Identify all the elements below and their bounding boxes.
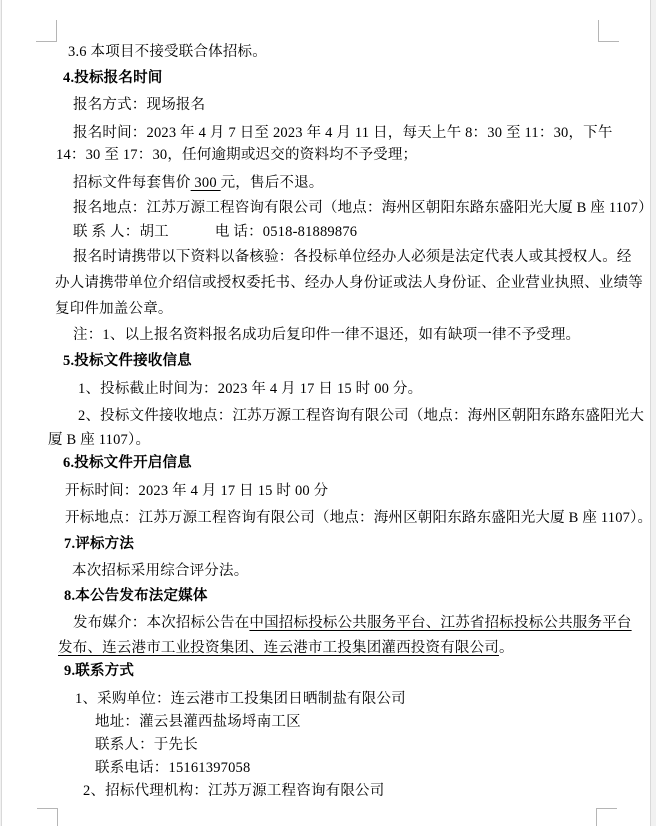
text-segment: 联系电话：15161397058 — [95, 760, 251, 776]
doc-text-line — [73, 98, 205, 113]
doc-heading-line — [63, 456, 192, 471]
doc-text-line — [56, 148, 417, 163]
doc-text-line — [73, 225, 357, 240]
text-segment: 报名地点：江苏万源工程咨询有限公司（地点：海州区朝阳东路东盛阳光大厦 B 座 1107） — [73, 200, 653, 216]
text-segment: 招标文件每套售价 — [73, 175, 191, 191]
text-segment: 开标地点：江苏万源工程咨询有限公司（地点：海州区朝阳东路东盛阳光大厦 B 座 1107）。 — [65, 510, 653, 526]
text-segment: 厦 B 座 1107）。 — [48, 432, 151, 448]
doc-text-line — [95, 761, 250, 776]
text-segment: 1、投标截止时间为：2023 年 4 月 17 日 15 时 00 分。 — [78, 381, 423, 397]
text-segment: 注：1、以上报名资料报名成功后复印件一律不退还，如有缺项一律不予受理。 — [73, 327, 581, 343]
doc-text-line — [48, 433, 150, 448]
doc-heading-line — [64, 537, 134, 552]
doc-text-line — [55, 302, 173, 317]
doc-text-line — [72, 564, 248, 579]
text-segment: 联 系 人：胡工 — [73, 224, 169, 240]
text-segment: 办人请携带单位介绍信或授权委托书、经办人身份证或法人身份证、企业营业执照、业绩等 — [55, 275, 643, 291]
doc-heading-line — [63, 354, 192, 369]
text-segment: 7.评标方法 — [64, 536, 135, 552]
doc-heading-line — [64, 664, 134, 679]
text-segment: 2、招标代理机构：江苏万源工程咨询有限公司 — [83, 783, 385, 799]
text-segment: 复印件加盖公章。 — [55, 301, 173, 317]
text-segment: 报名方式：现场报名 — [73, 97, 206, 113]
text-segment: 发布媒介：本次招标公告在 — [73, 615, 250, 631]
doc-text-line — [65, 511, 652, 526]
doc-text-line — [75, 692, 406, 707]
text-segment: 4.投标报名时间 — [63, 70, 163, 86]
doc-text-line — [73, 201, 653, 216]
doc-text-line — [73, 328, 580, 343]
underlined-text: 中国招标投标公共服务平台、江苏省招标投标公共服务平台 — [249, 615, 632, 631]
doc-heading-line — [63, 71, 162, 86]
doc-text-line — [68, 45, 267, 60]
doc-heading-line — [64, 589, 208, 604]
text-segment: 5.投标文件接收信息 — [63, 353, 192, 369]
text-segment: 3.6 本项目不接受联合体招标。 — [68, 44, 267, 60]
text-segment: 地址：灌云县灌西盐场埒南工区 — [95, 714, 301, 730]
doc-text-line — [73, 176, 324, 191]
underlined-text: 发布、连云港市工业投资集团、连云港市工投集团灌西投资有限公司 — [58, 640, 499, 656]
text-segment: 。 — [499, 640, 514, 656]
text-segment: 1、采购单位：连云港市工投集团日晒制盐有限公司 — [75, 691, 406, 707]
doc-text-line — [83, 784, 384, 799]
text-segment: 电 话：0518-81889876 — [214, 224, 358, 240]
text-segment: 报名时请携带以下资料以备核验：各投标单位经办人必须是法定代表人或其授权人。经 — [73, 249, 632, 265]
underlined-text: 300 — [190, 175, 221, 191]
text-segment: 8.本公告发布法定媒体 — [64, 588, 208, 604]
text-segment: 2、投标文件接收地点：江苏万源工程咨询有限公司（地点：海州区朝阳东路东盛阳光大 — [78, 408, 645, 424]
text-segment: 元，售后不退。 — [220, 175, 324, 191]
text-segment: 14：30 至 17：30，任何逾期或迟交的资料均不予受理； — [56, 147, 418, 163]
text-segment: 6.投标文件开启信息 — [63, 455, 192, 471]
text-segment: 报名时间：2023 年 4 月 7 日至 2023 年 4 月 11 日，每天上午 8：30 至 11：30，下午 — [73, 125, 613, 141]
doc-text-line — [55, 276, 643, 291]
doc-text-line — [73, 250, 632, 265]
text-segment: 9.联系方式 — [64, 663, 135, 679]
doc-text-line — [73, 126, 613, 141]
doc-text-line — [95, 738, 198, 753]
doc-text-line — [78, 409, 644, 424]
doc-text-line — [65, 484, 328, 499]
text-segment: 本次招标采用综合评分法。 — [72, 563, 249, 579]
doc-text-line — [78, 382, 422, 397]
doc-text-line — [95, 715, 301, 730]
text-segment: 开标时间：2023 年 4 月 17 日 15 时 00 分 — [65, 483, 329, 499]
text-segment: 联系人：于先长 — [95, 737, 198, 753]
doc-text-line — [73, 616, 632, 631]
doc-text-line — [58, 641, 514, 656]
